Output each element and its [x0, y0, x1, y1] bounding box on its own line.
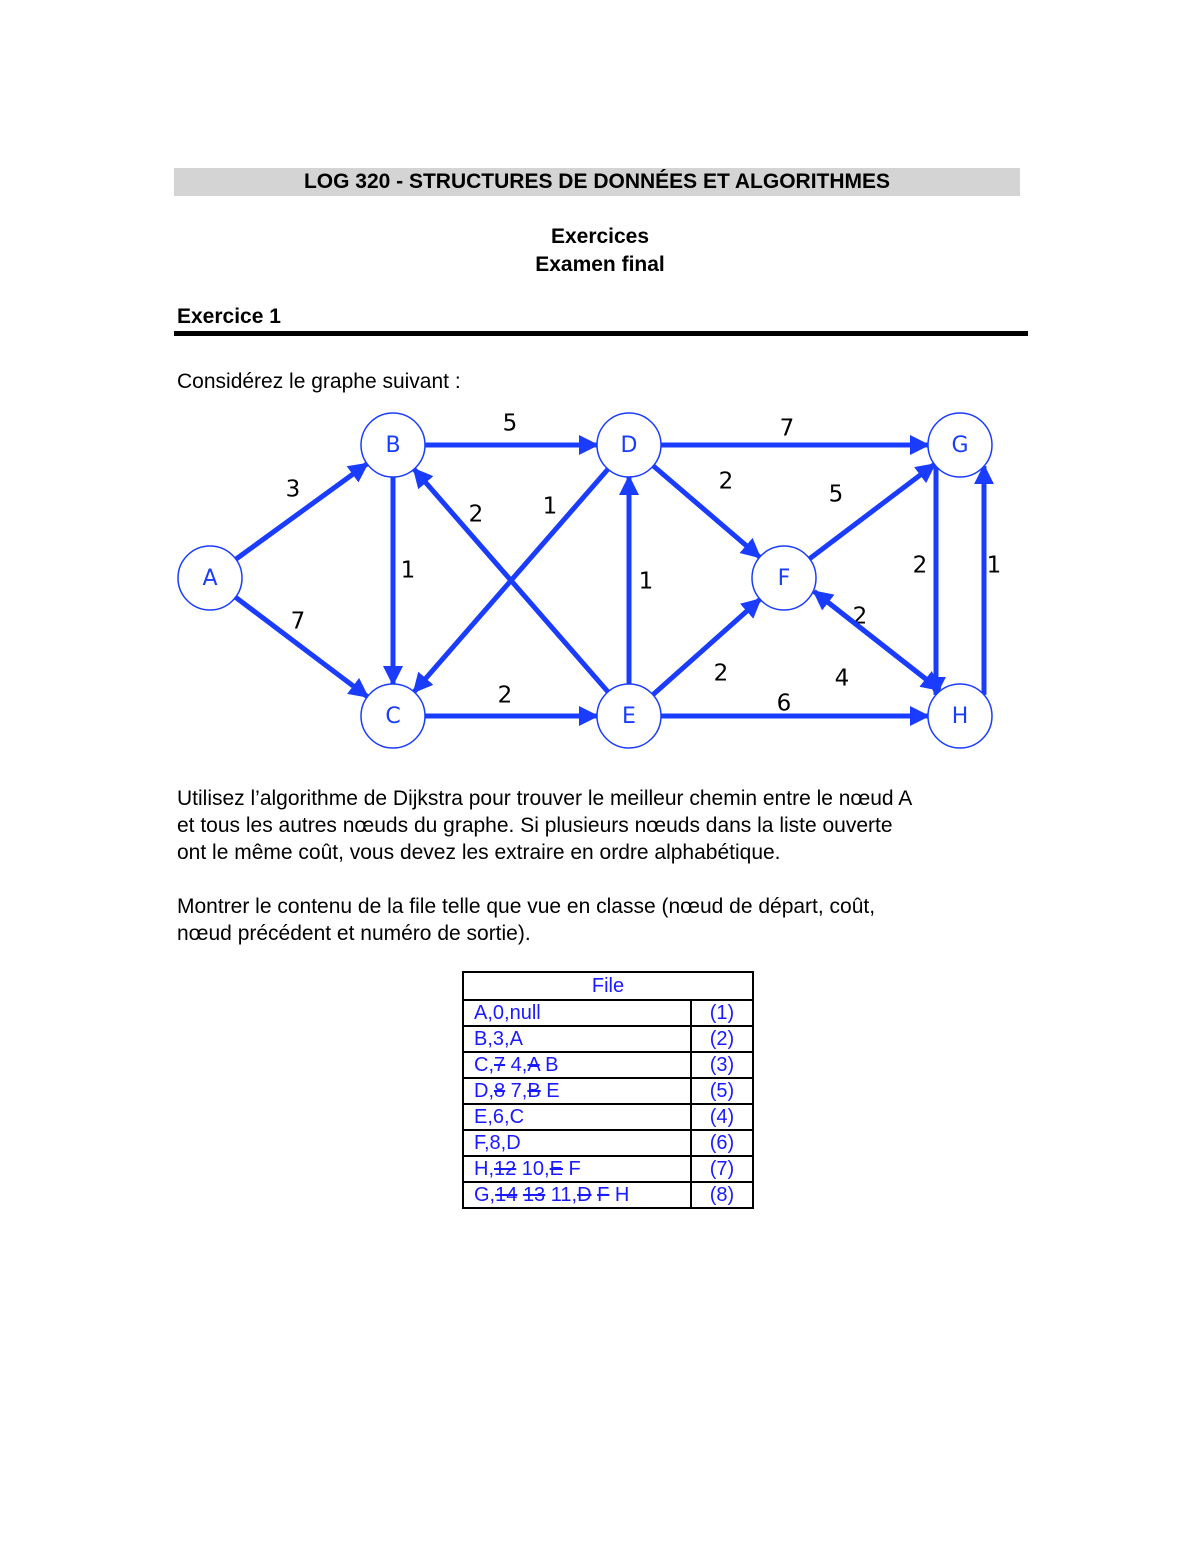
- queue-instructions-line: nœud précédent et numéro de sortie).: [177, 922, 531, 945]
- struck-value: E: [549, 1158, 563, 1180]
- queue-row: [463, 1000, 753, 1026]
- instructions-line: ont le même coût, vous devez les extraire en ordre alphabétique.: [177, 841, 781, 864]
- entry-text: C,: [474, 1054, 494, 1076]
- entry-text: E,6,C: [474, 1106, 525, 1128]
- queue-row: [463, 1130, 753, 1156]
- course-title-banner: LOG 320 - STRUCTURES DE DONNÉES ET ALGORITHMES: [174, 168, 1020, 196]
- edge-h-to-f: [814, 591, 940, 690]
- graph-diagram: [0, 0, 1200, 760]
- subtitle-examen-final: Examen final: [535, 253, 665, 276]
- exit-order: (8): [691, 1182, 753, 1208]
- edge-weight-label: 2: [718, 468, 734, 495]
- struck-value: D: [577, 1184, 592, 1206]
- queue-entry: [463, 1078, 691, 1104]
- queue-table: [462, 971, 754, 1209]
- queue-row: [463, 1026, 753, 1052]
- queue-entry: [463, 1130, 691, 1156]
- edge-weight-label: 1: [542, 493, 558, 520]
- struck-value: 14: [495, 1184, 518, 1206]
- queue-row: [463, 1182, 753, 1208]
- edge-a-to-b: [236, 464, 367, 559]
- entry-text: B,3,A: [474, 1028, 523, 1050]
- queue-entry: [463, 1156, 691, 1182]
- instructions-line: Utilisez l’algorithme de Dijkstra pour trouver le meilleur chemin entre le nœud A: [177, 787, 913, 810]
- queue-entry: [463, 1182, 691, 1208]
- node-label: B: [385, 433, 401, 458]
- node-label: C: [385, 704, 401, 729]
- exit-order: (2): [691, 1026, 753, 1052]
- queue-entry: [463, 1052, 691, 1078]
- queue-entry: [463, 1026, 691, 1052]
- edge-weight-label: 1: [400, 557, 416, 584]
- exit-order: (7): [691, 1156, 753, 1182]
- edge-weight-label: 2: [713, 660, 729, 687]
- node-label: D: [620, 433, 638, 458]
- edge-weight-label: 1: [986, 552, 1002, 579]
- edge-weight-label: 3: [285, 476, 301, 503]
- queue-table-header: File: [463, 972, 753, 1000]
- node-label: F: [777, 566, 791, 591]
- edge-weight-label: 2: [912, 552, 928, 579]
- entry-text: F,8,D: [474, 1132, 521, 1154]
- edge-weight-label: 1: [638, 568, 654, 595]
- entry-text: H,: [474, 1158, 494, 1180]
- struck-value: 12: [494, 1158, 517, 1180]
- entry-text: 10,: [516, 1158, 550, 1180]
- edge-weight-label: 5: [828, 481, 844, 508]
- edge-weight-label: 4: [834, 665, 850, 692]
- edge-weight-label: 7: [779, 415, 795, 442]
- edge-weight-label: 2: [852, 603, 868, 630]
- entry-text: D,: [474, 1080, 494, 1102]
- exit-order: (4): [691, 1104, 753, 1130]
- entry-text: 4,: [505, 1054, 528, 1076]
- queue-row: [463, 1078, 753, 1104]
- entry-text: 11,: [545, 1184, 578, 1206]
- edge-weight-label: 2: [468, 501, 484, 528]
- edge-f-to-g: [810, 464, 935, 558]
- queue-row: [463, 1156, 753, 1182]
- queue-instructions-paragraph: [177, 893, 875, 947]
- struck-value: F: [597, 1184, 610, 1206]
- edge-weight-label: 5: [502, 410, 518, 437]
- struck-value: 13: [522, 1184, 546, 1206]
- struck-value: B: [527, 1080, 541, 1102]
- edge-weight-label: 7: [290, 608, 306, 635]
- struck-value: 8: [494, 1080, 506, 1102]
- exit-order: (1): [691, 1000, 753, 1026]
- edge-e-to-f: [653, 599, 760, 694]
- exit-order: (5): [691, 1078, 753, 1104]
- node-label: H: [951, 704, 969, 729]
- edge-d-to-f: [653, 466, 759, 557]
- edge-weight-label: 6: [776, 690, 792, 717]
- entry-text: E: [540, 1080, 560, 1102]
- entry-text: A,0,null: [474, 1002, 541, 1024]
- graph-intro: Considérez le graphe suivant :: [177, 370, 461, 393]
- node-label: A: [202, 566, 218, 591]
- exit-order: (6): [691, 1130, 753, 1156]
- struck-value: A: [527, 1054, 540, 1076]
- exit-order: (3): [691, 1052, 753, 1078]
- queue-row: [463, 1104, 753, 1130]
- instructions-line: et tous les autres nœuds du graphe. Si plusieurs nœuds dans la liste ouverte: [177, 814, 893, 837]
- exercise-heading: Exercice 1: [177, 305, 281, 328]
- queue-row: [463, 1052, 753, 1078]
- queue-entry: [463, 1104, 691, 1130]
- entry-text: B: [539, 1054, 559, 1076]
- entry-text: H: [609, 1184, 630, 1206]
- edge-weight-label: 2: [497, 682, 513, 709]
- subtitle-exercices: Exercices: [550, 225, 650, 248]
- node-label: E: [622, 704, 636, 729]
- entry-text: G,: [474, 1184, 496, 1206]
- entry-text: 7,: [505, 1080, 528, 1102]
- instructions-paragraph: [177, 785, 912, 866]
- queue-entry: [463, 1000, 691, 1026]
- struck-value: 7: [494, 1054, 506, 1076]
- node-label: G: [951, 433, 969, 458]
- entry-text: F: [562, 1158, 581, 1180]
- queue-instructions-line: Montrer le contenu de la file telle que vue en classe (nœud de départ, coût,: [177, 895, 876, 918]
